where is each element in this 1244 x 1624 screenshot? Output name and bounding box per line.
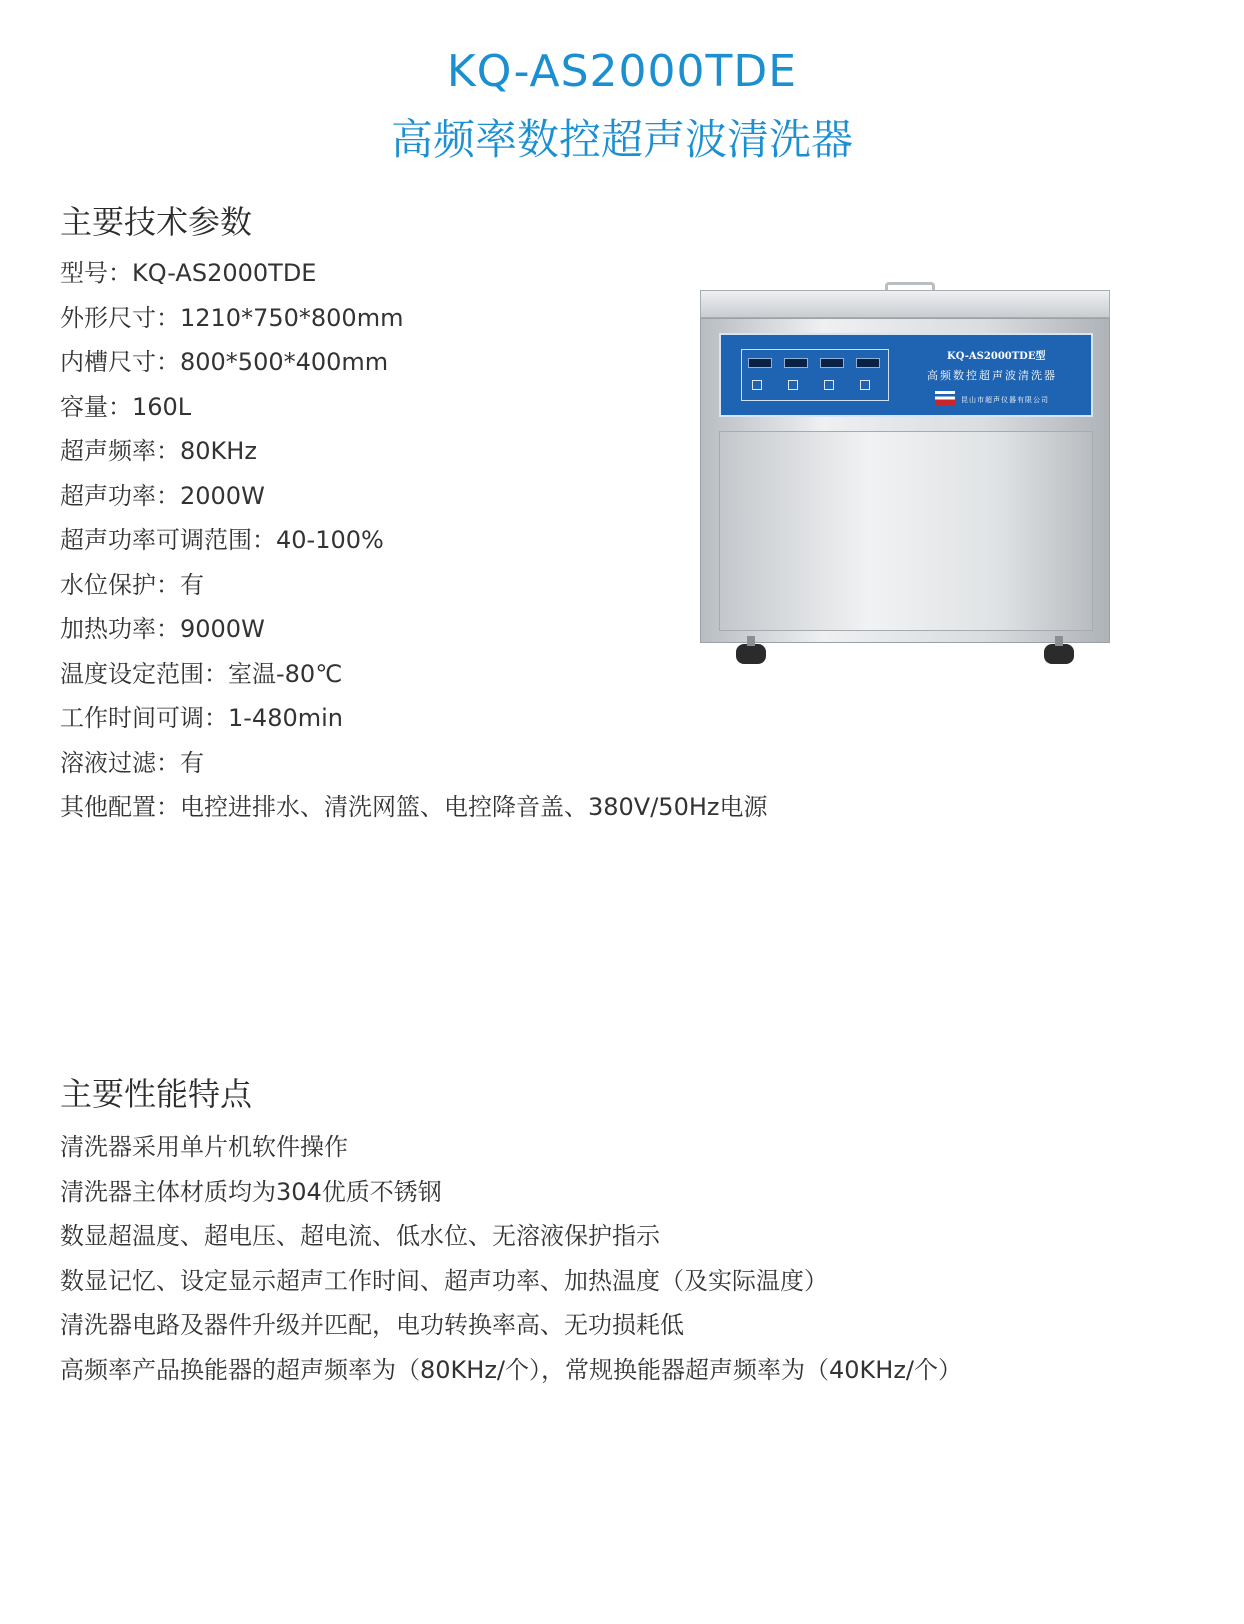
digital-display [748, 358, 772, 368]
feature-item: 清洗器电路及器件升级并匹配，电功转换率高、无功损耗低 [60, 1311, 684, 1339]
product-image [700, 282, 1110, 667]
panel-model-label: KQ-AS2000TDE型 [947, 351, 1046, 362]
spec-item: 容量：160L [60, 392, 192, 421]
product-name-title: 高频率数控超声波清洗器 [390, 115, 853, 164]
control-panel [719, 333, 1093, 417]
feature-item: 数显记忆、设定显示超声工作时间、超声功率、加热温度（及实际温度） [60, 1266, 828, 1295]
feature-item: 数显超温度、超电压、超电流、低水位、无溶液保护指示 [60, 1222, 660, 1250]
panel-button [824, 380, 834, 390]
spec-item: 超声频率：80KHz [60, 437, 257, 465]
digital-display [856, 358, 880, 368]
spec-item: 其他配置：电控进排水、清洗网篮、电控降音盖、380V/50Hz电源 [60, 793, 768, 821]
model-title: KQ-AS2000TDE [446, 46, 798, 97]
digital-display [820, 358, 844, 368]
specs-heading: 主要技术参数 [60, 203, 253, 241]
panel-name-label: 高频数控超声波清洗器 [927, 369, 1057, 382]
title-block [0, 42, 1244, 170]
panel-button [860, 380, 870, 390]
spec-item: 外形尺寸：1210*750*800mm [60, 303, 404, 332]
caster-wheel-icon [736, 644, 766, 664]
spec-item: 溶液过滤：有 [60, 748, 204, 777]
features-heading: 主要性能特点 [60, 1075, 253, 1113]
spec-list [60, 251, 768, 830]
spec-item: 工作时间可调：1-480min [60, 704, 343, 732]
machine-door [719, 431, 1093, 631]
feature-item: 清洗器采用单片机软件操作 [60, 1133, 348, 1161]
feature-list [60, 1125, 962, 1392]
spec-item: 超声功率可调范围：40-100% [60, 526, 384, 554]
feature-item: 清洗器主体材质均为304优质不锈钢 [60, 1177, 442, 1206]
spec-item: 温度设定范围：室温-80℃ [60, 659, 343, 688]
display-area [741, 349, 889, 401]
spec-item: 型号：KQ-AS2000TDE [60, 259, 317, 287]
panel-button [788, 380, 798, 390]
digital-display [784, 358, 808, 368]
caster-wheel-icon [1044, 644, 1074, 664]
spec-item: 水位保护：有 [60, 570, 204, 599]
brand-logo-icon [935, 391, 955, 405]
machine-lid [700, 290, 1110, 318]
machine-body [700, 318, 1110, 643]
spec-item: 内槽尺寸：800*500*400mm [60, 348, 389, 376]
spec-item: 超声功率：2000W [60, 481, 265, 510]
spec-item: 加热功率：9000W [60, 615, 265, 643]
feature-item: 高频率产品换能器的超声频率为（80KHz/个），常规换能器超声频率为（40KHz/个） [60, 1355, 963, 1384]
panel-company-label: 昆山市超声仪器有限公司 [961, 396, 1049, 404]
panel-button [752, 380, 762, 390]
